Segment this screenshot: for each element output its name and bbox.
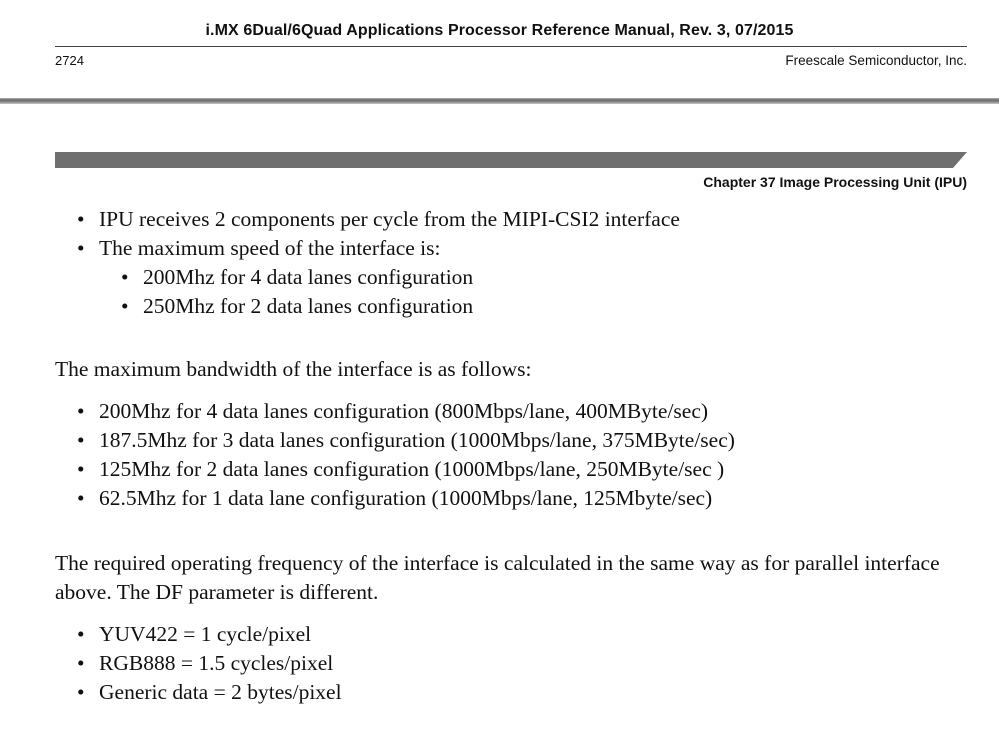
list-item: • 125Mhz for 2 data lanes configuration (1000Mbps/lane, 250MByte/sec ) [99,455,735,484]
list-item: • 187.5Mhz for 3 data lanes configuration (1000Mbps/lane, 375MByte/sec) [99,426,735,455]
chapter-title: Chapter 37 Image Processing Unit (IPU) [703,174,967,190]
list-item: • 200Mhz for 4 data lanes configuration [143,263,473,292]
chapter-band [55,152,967,168]
list-item: • IPU receives 2 components per cycle from the MIPI-CSI2 interface [99,205,680,234]
list-item: • RGB888 = 1.5 cycles/pixel [99,649,342,678]
list-item: • YUV422 = 1 cycle/pixel [99,620,342,649]
publisher-name: Freescale Semiconductor, Inc. [785,53,967,68]
list-item: • Generic data = 2 bytes/pixel [99,678,342,707]
bandwidth-intro-paragraph: The maximum bandwidth of the interface is as follows: [55,357,532,381]
bandwidth-bullet-list [99,397,735,513]
list-item: • The maximum speed of the interface is: [99,234,680,263]
header-rule [55,46,967,47]
df-bullet-list [99,620,342,707]
page-divider [0,98,999,104]
frequency-paragraph: The required operating frequency of the interface is calculated in the same way as for parallel interface above. The DF parameter is different. [55,551,940,604]
document-title: i.MX 6Dual/6Quad Applications Processor Reference Manual, Rev. 3, 07/2015 [205,22,794,39]
list-item: • 200Mhz for 4 data lanes configuration (800Mbps/lane, 400MByte/sec) [99,397,735,426]
list-item: • 250Mhz for 2 data lanes configuration [143,292,473,321]
list-item: • 62.5Mhz for 1 data lane configuration (1000Mbps/lane, 125Mbyte/sec) [99,484,735,513]
speed-bullet-list [143,263,473,321]
page-number: 2724 [55,53,84,68]
interface-bullet-list [99,205,680,263]
